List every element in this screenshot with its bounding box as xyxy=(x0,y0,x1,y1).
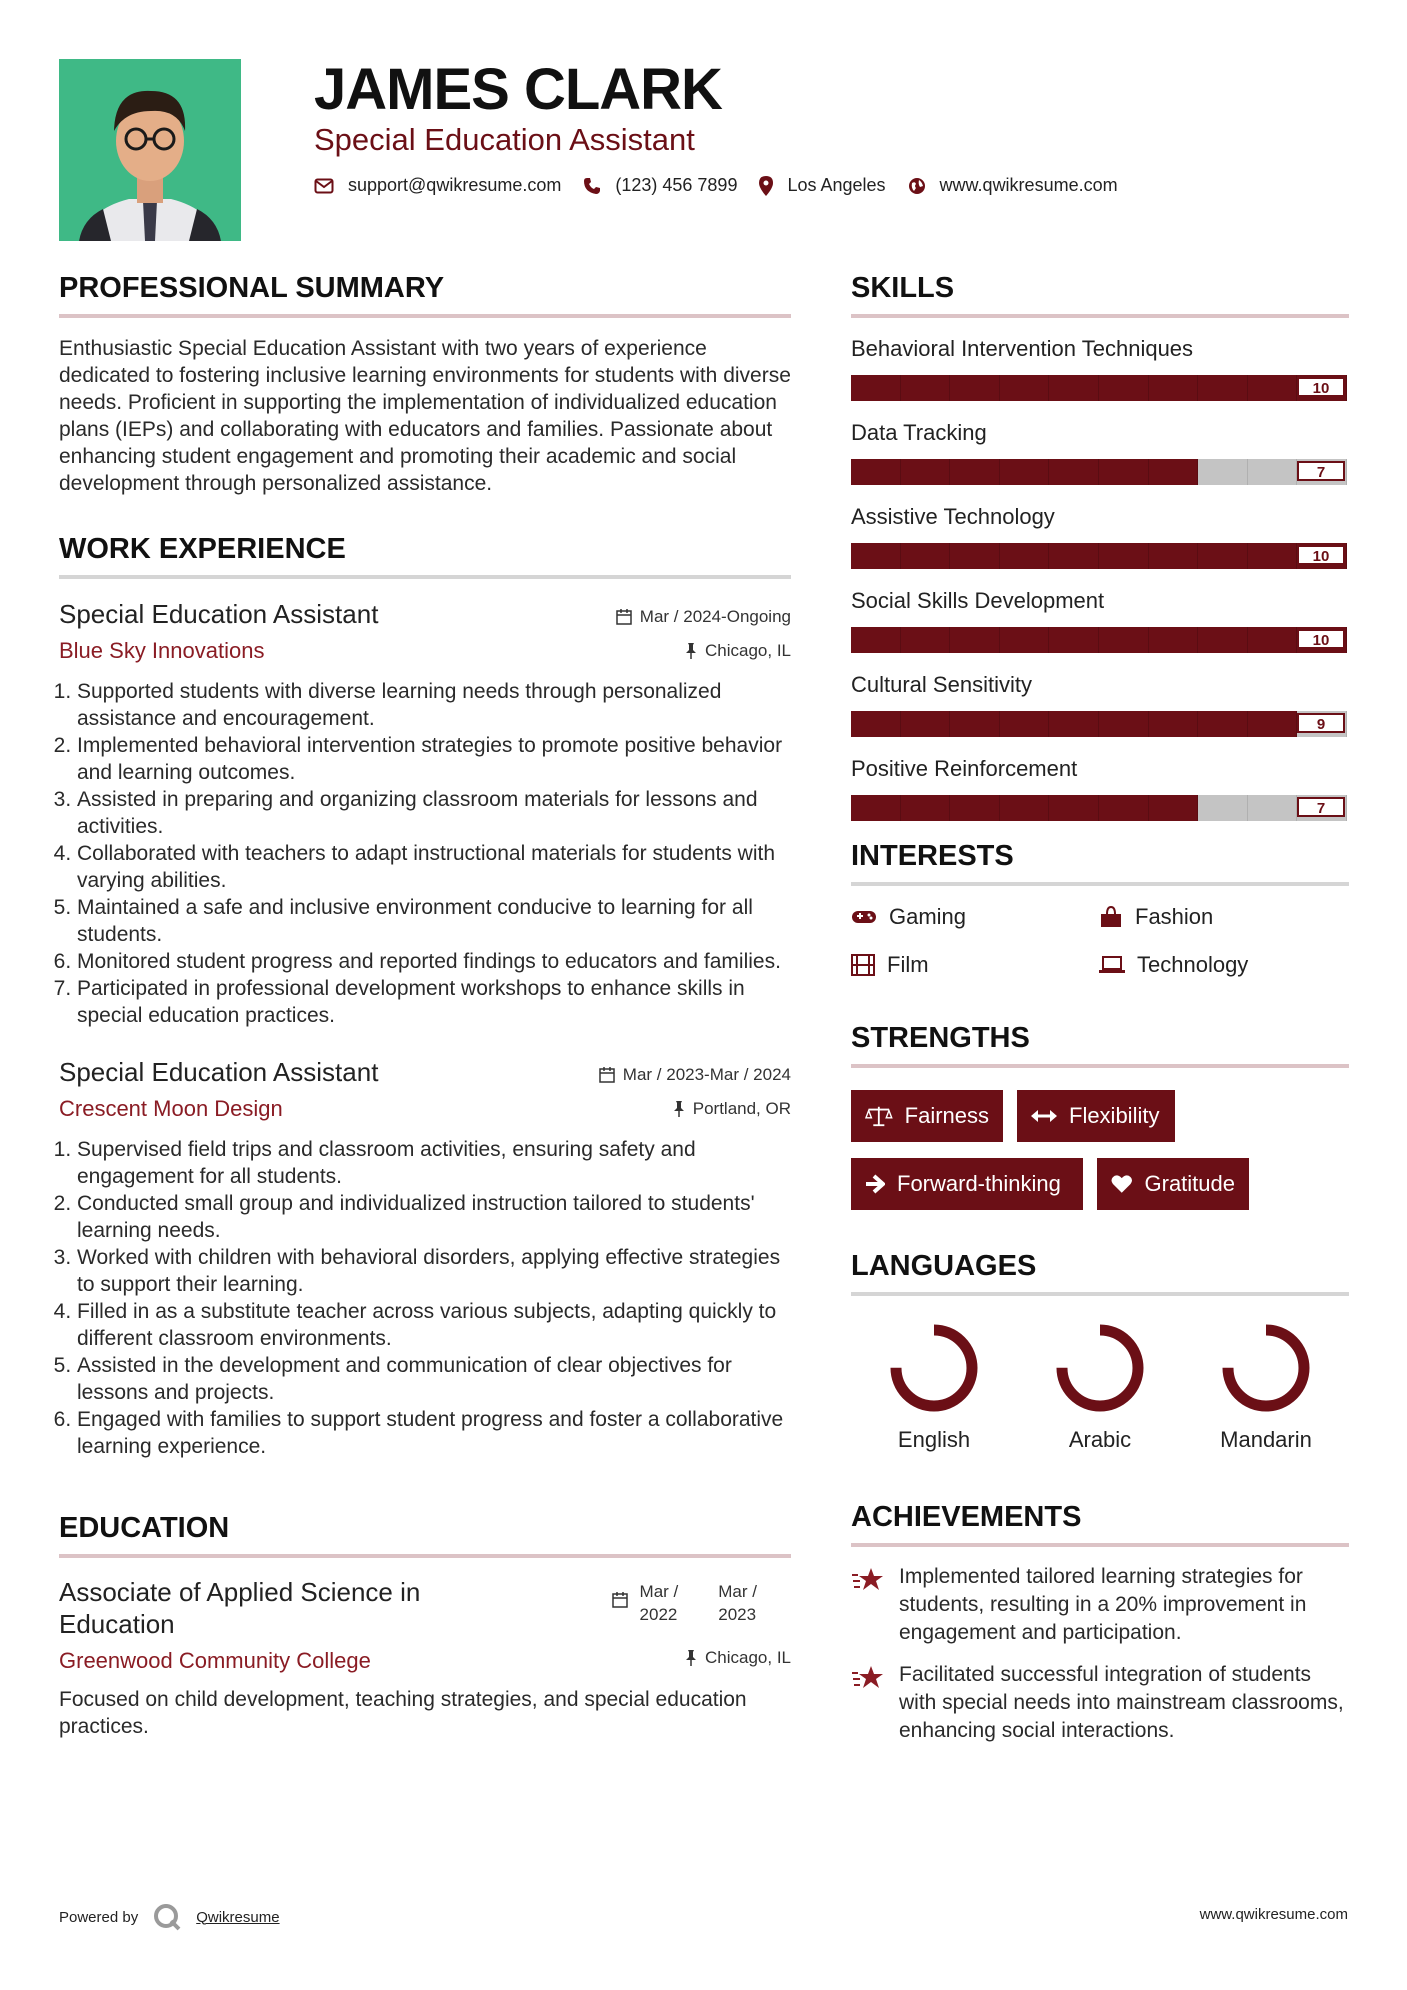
profile-photo xyxy=(59,59,241,241)
duty-item: 3. Worked with children with behavioral disorders, applying effective strategies to support their learning. xyxy=(77,1244,791,1298)
laptop-icon xyxy=(1099,956,1125,974)
skill-bar-segment xyxy=(1149,711,1199,737)
skill-bar-segment xyxy=(1198,711,1248,737)
job-location xyxy=(685,641,791,661)
language-ring xyxy=(1218,1320,1314,1416)
skill-bar-segment xyxy=(1099,795,1149,821)
degree-title: Associate of Applied Science in Education xyxy=(59,1577,421,1639)
duty-item: 5. Assisted in the development and communication of clear objectives for lessons and projects. xyxy=(77,1352,791,1406)
duty-item: 6. Engaged with families to support student progress and foster a collaborative learning experience. xyxy=(77,1406,791,1460)
skill-bar xyxy=(851,627,1347,653)
arrow-right-icon xyxy=(865,1174,885,1194)
duty-item: 4. Filled in as a substitute teacher across various subjects, adapting quickly to different classroom environments. xyxy=(77,1298,791,1352)
skill-bar-segment xyxy=(901,711,951,737)
skill-bar-segment xyxy=(1099,627,1149,653)
skill-item xyxy=(851,504,1349,569)
pushpin-icon xyxy=(673,1101,685,1117)
education-dates xyxy=(612,1580,757,1626)
achievement-text: Facilitated successful integration of students with special needs into mainstream classrooms, enhancing social interactions. xyxy=(899,1663,1344,1742)
skill-score: 10 xyxy=(1297,545,1345,565)
calendar-icon xyxy=(599,1067,615,1083)
arrows-horizontal-icon xyxy=(1031,1109,1057,1123)
email-text: support@qwikresume.com xyxy=(348,175,562,195)
skill-bar-segment xyxy=(851,627,901,653)
interest-label: Gaming xyxy=(889,904,967,929)
skill-bar-segment xyxy=(1099,711,1149,737)
skill-score: 7 xyxy=(1297,461,1345,481)
job-location-text: Chicago, IL xyxy=(705,641,791,660)
summary-text: Enthusiastic Special Education Assistant with two years of experience dedicated to fostering inclusive learning environments for students with diverse needs. Proficient in supporting the implementation of individualized education plans (IEPs) and collaborating with educators and families. Passionate about enhancing student engagement and promoting their academic and social development through personalized assistance. xyxy=(59,337,791,495)
skill-bar-segment xyxy=(1248,795,1298,821)
skill-bar-segment xyxy=(1099,375,1149,401)
job-date xyxy=(616,607,791,627)
language-item xyxy=(1017,1320,1183,1453)
balance-scale-icon xyxy=(865,1104,893,1128)
skill-bar xyxy=(851,711,1347,737)
skill-bar-segment xyxy=(1248,627,1298,653)
duty-item: 2. Conducted small group and individualized instruction tailored to students' learning needs. xyxy=(77,1190,791,1244)
film-icon xyxy=(851,954,875,976)
job-duties xyxy=(59,1136,791,1460)
duty-item: 1. Supervised field trips and classroom activities, ensuring safety and engagement for all students. xyxy=(77,1136,791,1190)
star-icon xyxy=(851,1567,885,1593)
language-ring xyxy=(886,1320,982,1416)
skill-bar-segment xyxy=(1198,627,1248,653)
language-label: Arabic xyxy=(1068,1427,1132,1452)
education-end-year: 2023 xyxy=(718,1605,757,1624)
skill-bar-segment xyxy=(1149,795,1199,821)
language-label: English xyxy=(897,1427,971,1452)
skill-name: Behavioral Intervention Techniques xyxy=(851,336,1194,361)
skill-item xyxy=(851,588,1349,653)
heart-icon xyxy=(1111,1174,1133,1194)
strength-tag xyxy=(1097,1158,1249,1210)
education-entry xyxy=(59,1576,791,1740)
job-entry xyxy=(59,599,791,1029)
language-level-arc xyxy=(1228,1330,1304,1406)
skill-bar-segment xyxy=(1000,627,1050,653)
skill-bar-segment xyxy=(901,627,951,653)
brand-link[interactable]: Qwikresume xyxy=(196,1908,280,1926)
skill-bar-segment xyxy=(950,375,1000,401)
job-location xyxy=(673,1099,791,1119)
education-start-year: 2022 xyxy=(639,1605,678,1624)
skill-name: Social Skills Development xyxy=(851,588,1105,613)
skill-bar-segment xyxy=(1198,375,1248,401)
contact-bar xyxy=(314,175,1140,196)
language-level-arc xyxy=(1062,1330,1138,1406)
globe-icon xyxy=(908,177,926,195)
skill-bar-segment xyxy=(1049,543,1099,569)
achievement-item xyxy=(851,1661,1349,1745)
duty-item: 2. Implemented behavioral intervention strategies to promote positive behavior and learning outcomes. xyxy=(77,732,791,786)
skill-name: Assistive Technology xyxy=(851,504,1055,529)
interest-label: Technology xyxy=(1137,952,1249,977)
qwikresume-logo-icon xyxy=(152,1902,182,1932)
education-heading: EDUCATION xyxy=(59,1512,791,1558)
envelope-icon xyxy=(314,178,334,194)
language-item xyxy=(1183,1320,1349,1453)
skill-bar-segment xyxy=(950,543,1000,569)
experience-heading: WORK EXPERIENCE xyxy=(59,533,791,579)
interest-item xyxy=(851,904,1099,930)
pushpin-icon xyxy=(685,1650,697,1666)
skill-bar-segment xyxy=(1049,795,1099,821)
job-title: Special Education Assistant xyxy=(59,1057,379,1087)
job-entry xyxy=(59,1057,791,1460)
strength-tag xyxy=(851,1158,1083,1210)
languages-list xyxy=(851,1320,1349,1453)
skill-bar xyxy=(851,795,1347,821)
strength-label: Flexibility xyxy=(1069,1103,1160,1128)
skill-item xyxy=(851,756,1349,821)
phone-text: (123) 456 7899 xyxy=(615,175,738,195)
interests-heading: INTERESTS xyxy=(851,840,1349,886)
language-item xyxy=(851,1320,1017,1453)
skill-bar-segment xyxy=(901,375,951,401)
achievement-item xyxy=(851,1563,1349,1647)
contact-location xyxy=(759,175,885,196)
skill-bar-segment xyxy=(1149,627,1199,653)
education-end-month: Mar / xyxy=(718,1582,757,1601)
skill-bar-segment xyxy=(950,795,1000,821)
duty-item: 5. Maintained a safe and inclusive environment conducive to learning for all students. xyxy=(77,894,791,948)
skill-bar-segment xyxy=(851,543,901,569)
skill-score: 9 xyxy=(1297,713,1345,733)
skill-bar xyxy=(851,543,1347,569)
skill-bar-segment xyxy=(1049,375,1099,401)
job-company: Blue Sky Innovations xyxy=(59,638,265,663)
contact-website[interactable] xyxy=(908,175,1118,196)
website-text: www.qwikresume.com xyxy=(939,175,1118,195)
skill-name: Cultural Sensitivity xyxy=(851,672,1032,697)
job-location-text: Portland, OR xyxy=(692,1099,791,1118)
skill-score: 7 xyxy=(1297,797,1345,817)
interest-item xyxy=(1099,952,1347,978)
candidate-role: Special Education Assistant xyxy=(314,122,695,157)
strength-tag xyxy=(1017,1090,1175,1142)
skill-bar-segment xyxy=(1198,795,1248,821)
skill-bar-segment xyxy=(851,459,901,485)
education-start xyxy=(640,1580,679,1626)
location-text: Los Angeles xyxy=(787,175,886,195)
skill-bar-segment xyxy=(1000,795,1050,821)
shopping-bag-icon xyxy=(1099,906,1123,928)
star-icon xyxy=(851,1665,885,1691)
calendar-icon xyxy=(612,1592,628,1608)
skill-bar-segment xyxy=(1149,459,1199,485)
education-start-month: Mar / xyxy=(639,1582,679,1601)
skill-bar-segment xyxy=(1198,459,1248,485)
interests-list xyxy=(851,904,1349,978)
skill-bar-segment xyxy=(851,795,901,821)
education-end xyxy=(718,1580,757,1626)
strength-tag xyxy=(851,1090,1003,1142)
skill-bar-segment xyxy=(851,711,901,737)
strength-label: Fairness xyxy=(904,1103,989,1128)
job-title: Special Education Assistant xyxy=(59,599,379,629)
skill-bar-segment xyxy=(1248,711,1298,737)
school-name: Greenwood Community College xyxy=(59,1648,371,1673)
skill-bar-segment xyxy=(1099,459,1149,485)
duty-item: 4. Collaborated with teachers to adapt instructional materials for students with varying abilities. xyxy=(77,840,791,894)
pushpin-icon xyxy=(685,643,697,659)
job-company: Crescent Moon Design xyxy=(59,1096,283,1121)
skill-item xyxy=(851,420,1349,485)
skill-item xyxy=(851,336,1349,401)
duty-item: 7. Participated in professional development workshops to enhance skills in special education practices. xyxy=(77,975,791,1029)
education-location-text: Chicago, IL xyxy=(705,1648,791,1667)
skill-score: 10 xyxy=(1297,629,1345,649)
footer-website[interactable]: www.qwikresume.com xyxy=(1199,1906,1348,1923)
skill-bar-segment xyxy=(1248,375,1298,401)
duty-item: 1. Supported students with diverse learning needs through personalized assistance and encouragement. xyxy=(77,678,791,732)
education-description: Focused on child development, teaching strategies, and special education practices. xyxy=(59,1688,747,1738)
phone-icon xyxy=(583,177,601,195)
strengths-list xyxy=(851,1090,1349,1226)
job-date-text: Mar / 2023-Mar / 2024 xyxy=(622,1065,791,1084)
skill-bar-segment xyxy=(851,375,901,401)
skill-bar-segment xyxy=(1149,375,1199,401)
skill-bar-segment xyxy=(950,711,1000,737)
skill-name: Data Tracking xyxy=(851,420,987,445)
skill-bar-segment xyxy=(1000,375,1050,401)
footer-powered-by xyxy=(59,1902,280,1932)
strength-label: Forward-thinking xyxy=(897,1171,1061,1196)
language-ring xyxy=(1052,1320,1148,1416)
job-duties xyxy=(59,678,791,1029)
skill-bar-segment xyxy=(1149,543,1199,569)
skills-heading: SKILLS xyxy=(851,272,1349,318)
skill-bar-segment xyxy=(950,627,1000,653)
skill-bar-segment xyxy=(1198,543,1248,569)
education-location xyxy=(685,1648,791,1668)
calendar-icon xyxy=(616,609,632,625)
map-marker-icon xyxy=(759,176,773,196)
achievement-text: Implemented tailored learning strategies for students, resulting in a 20% improvement in engagement and participation. xyxy=(899,1565,1307,1644)
skill-bar-segment xyxy=(1000,543,1050,569)
skill-bar-segment xyxy=(901,795,951,821)
left-column xyxy=(59,272,791,1740)
interest-item xyxy=(851,952,1099,978)
skill-bar-segment xyxy=(1248,543,1298,569)
skill-item xyxy=(851,672,1349,737)
language-level-arc xyxy=(896,1330,972,1406)
duty-item: 3. Assisted in preparing and organizing classroom materials for lessons and activities. xyxy=(77,786,791,840)
contact-phone[interactable] xyxy=(583,175,737,196)
contact-email[interactable] xyxy=(314,175,561,196)
gamepad-icon xyxy=(851,909,877,925)
skill-bar-segment xyxy=(1049,459,1099,485)
skill-name: Positive Reinforcement xyxy=(851,756,1078,781)
job-date xyxy=(599,1065,791,1085)
achievements-heading: ACHIEVEMENTS xyxy=(851,1501,1349,1547)
interest-label: Fashion xyxy=(1135,904,1214,929)
skill-bar-segment xyxy=(950,459,1000,485)
skill-bar-segment xyxy=(901,459,951,485)
skills-list xyxy=(851,336,1349,821)
job-date-text: Mar / 2024-Ongoing xyxy=(639,607,791,626)
skill-bar-segment xyxy=(1000,459,1050,485)
candidate-name: JAMES CLARK xyxy=(314,57,722,122)
skill-bar xyxy=(851,459,1347,485)
languages-heading: LANGUAGES xyxy=(851,1250,1349,1296)
strengths-heading: STRENGTHS xyxy=(851,1022,1349,1068)
language-label: Mandarin xyxy=(1220,1427,1312,1452)
duty-item: 6. Monitored student progress and reported findings to educators and families. xyxy=(77,948,791,975)
strength-label: Gratitude xyxy=(1144,1171,1235,1196)
interest-label: Film xyxy=(887,952,929,977)
skill-score: 10 xyxy=(1297,377,1345,397)
skill-bar-segment xyxy=(1049,627,1099,653)
interest-item xyxy=(1099,904,1347,930)
skill-bar-segment xyxy=(1248,459,1298,485)
skill-bar-segment xyxy=(1099,543,1149,569)
skill-bar-segment xyxy=(901,543,951,569)
powered-by-text: Powered by xyxy=(59,1908,139,1926)
skill-bar-segment xyxy=(1049,711,1099,737)
skill-bar-segment xyxy=(1000,711,1050,737)
right-column xyxy=(851,272,1349,1745)
summary-heading: PROFESSIONAL SUMMARY xyxy=(59,272,791,318)
skill-bar xyxy=(851,375,1347,401)
